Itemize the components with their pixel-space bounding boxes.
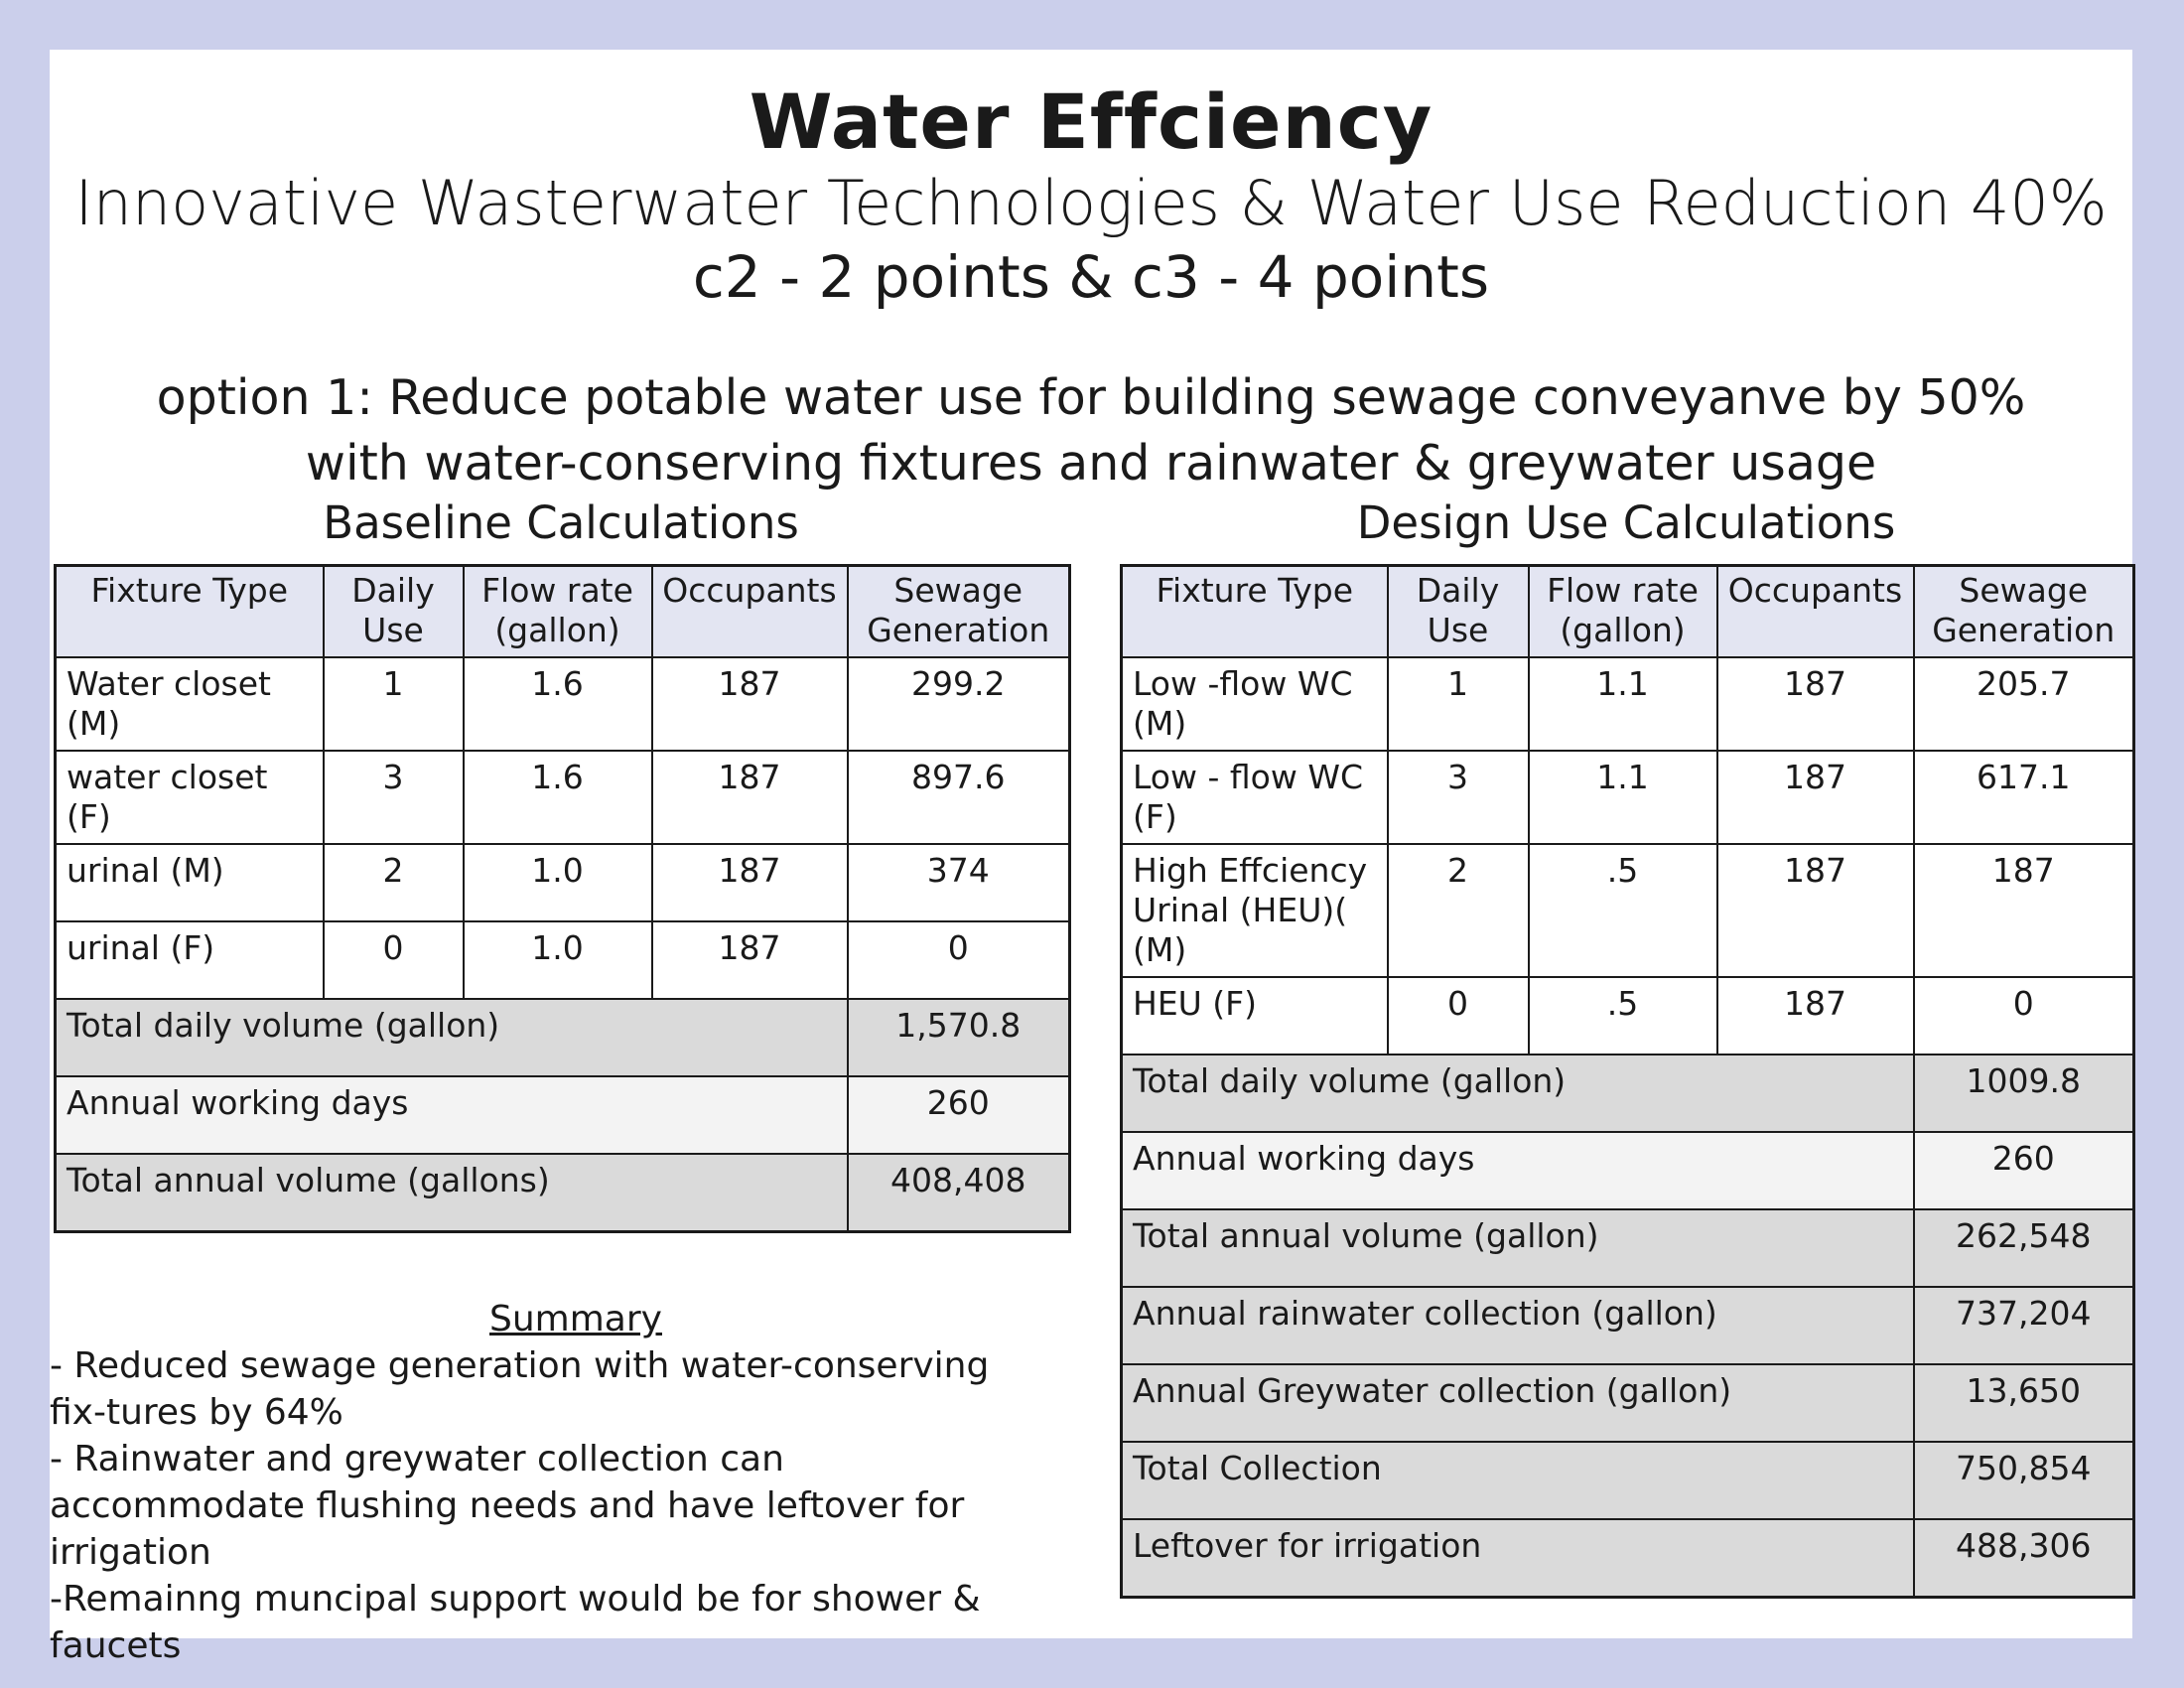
total-label: Annual working days (56, 1076, 848, 1154)
value-cell: 187 (652, 751, 848, 844)
fixture-type-cell: Low - flow WC (F) (1122, 751, 1388, 844)
table-row (1122, 844, 2134, 977)
summary-item: -Remainng muncipal support would be for shower & faucets (50, 1579, 981, 1666)
value-cell: 205.7 (1914, 657, 2134, 751)
design-title: Design Use Calculations (1356, 496, 1896, 549)
total-label: Total daily volume (gallon) (1122, 1055, 1914, 1132)
value-cell: 617.1 (1914, 751, 2134, 844)
value-cell: 1.6 (464, 751, 652, 844)
total-label: Annual Greywater collection (gallon) (1122, 1364, 1914, 1442)
table-row (1122, 977, 2134, 1055)
total-row (56, 1076, 1070, 1154)
column-header: Daily Use (324, 566, 464, 658)
table-row (56, 844, 1070, 921)
design-header-row (1122, 566, 2134, 658)
column-header: Fixture Type (1122, 566, 1388, 658)
column-header: Sewage Generation (1914, 566, 2134, 658)
value-cell: 0 (324, 921, 464, 999)
total-label: Annual rainwater collection (gallon) (1122, 1287, 1914, 1364)
column-header: Flow rate (gallon) (464, 566, 652, 658)
poster-page (50, 50, 2132, 1666)
total-row (1122, 1132, 2134, 1209)
value-cell: 3 (324, 751, 464, 844)
value-cell: 1.1 (1529, 657, 1717, 751)
total-value: 408,408 (848, 1154, 1070, 1232)
column-header: Daily Use (1388, 566, 1529, 658)
value-cell: 187 (1717, 751, 1914, 844)
fixture-type-cell: urinal (M) (56, 844, 324, 921)
value-cell: .5 (1529, 977, 1717, 1055)
total-label: Total annual volume (gallons) (56, 1154, 848, 1232)
value-cell: 3 (1388, 751, 1529, 844)
value-cell: 374 (848, 844, 1070, 921)
total-value: 1009.8 (1914, 1055, 2134, 1132)
value-cell: 1.0 (464, 844, 652, 921)
value-cell: 187 (652, 844, 848, 921)
total-label: Total annual volume (gallon) (1122, 1209, 1914, 1287)
value-cell: 2 (324, 844, 464, 921)
total-row (56, 1154, 1070, 1232)
column-header: Sewage Generation (848, 566, 1070, 658)
fixture-type-cell: Water closet (M) (56, 657, 324, 751)
fixture-type-cell: Low -flow WC (M) (1122, 657, 1388, 751)
baseline-title: Baseline Calculations (323, 496, 799, 549)
option-line-1: option 1: Reduce potable water use for building sewage conveyanve by 50% (156, 369, 2026, 426)
total-value: 1,570.8 (848, 999, 1070, 1076)
value-cell: 1 (324, 657, 464, 751)
value-cell: 187 (652, 657, 848, 751)
summary-item: - Reduced sewage generation with water-conserving fix-tures by 64% (50, 1345, 990, 1433)
total-value: 13,650 (1914, 1364, 2134, 1442)
option-line-2: with water-conserving fixtures and rainwater & greywater usage (305, 435, 1877, 492)
total-value: 262,548 (1914, 1209, 2134, 1287)
fixture-type-cell: urinal (F) (56, 921, 324, 999)
value-cell: 1.0 (464, 921, 652, 999)
column-header: Fixture Type (56, 566, 324, 658)
value-cell: 187 (1717, 977, 1914, 1055)
table-row (1122, 657, 2134, 751)
value-cell: 0 (1914, 977, 2134, 1055)
page-title: Water Effciency (749, 77, 1433, 166)
total-value: 260 (1914, 1132, 2134, 1209)
total-value: 737,204 (1914, 1287, 2134, 1364)
total-value: 750,854 (1914, 1442, 2134, 1519)
page-subtitle: Innovative Wasterwater Technologies & Water Use Reduction 40% (74, 167, 2108, 239)
total-row (1122, 1364, 2134, 1442)
value-cell: 299.2 (848, 657, 1070, 751)
total-row (56, 999, 1070, 1076)
value-cell: 0 (1388, 977, 1529, 1055)
baseline-header-row (56, 566, 1070, 658)
summary-title: Summary (489, 1299, 662, 1339)
table-row (1122, 751, 2134, 844)
total-row (1122, 1519, 2134, 1598)
total-label: Total Collection (1122, 1442, 1914, 1519)
value-cell: 1.1 (1529, 751, 1717, 844)
design-table (1120, 564, 2135, 1599)
value-cell: .5 (1529, 844, 1717, 977)
total-row (1122, 1442, 2134, 1519)
value-cell: 187 (1717, 844, 1914, 977)
value-cell: 897.6 (848, 751, 1070, 844)
column-header: Occupants (1717, 566, 1914, 658)
option-description (50, 365, 2132, 496)
total-label: Annual working days (1122, 1132, 1914, 1209)
total-label: Total daily volume (gallon) (56, 999, 848, 1076)
total-row (1122, 1055, 2134, 1132)
fixture-type-cell: High Effciency Urinal (HEU)( (M) (1122, 844, 1388, 977)
table-row (56, 751, 1070, 844)
value-cell: 187 (652, 921, 848, 999)
column-header: Occupants (652, 566, 848, 658)
value-cell: 2 (1388, 844, 1529, 977)
total-value: 488,306 (1914, 1519, 2134, 1598)
value-cell: 1.6 (464, 657, 652, 751)
total-value: 260 (848, 1076, 1070, 1154)
value-cell: 0 (848, 921, 1070, 999)
table-row (56, 657, 1070, 751)
baseline-table (54, 564, 1071, 1233)
fixture-type-cell: water closet (F) (56, 751, 324, 844)
fixture-type-cell: HEU (F) (1122, 977, 1388, 1055)
total-label: Leftover for irrigation (1122, 1519, 1914, 1598)
total-row (1122, 1287, 2134, 1364)
value-cell: 187 (1717, 657, 1914, 751)
value-cell: 1 (1388, 657, 1529, 751)
value-cell: 187 (1914, 844, 2134, 977)
column-header: Flow rate (gallon) (1529, 566, 1717, 658)
points-line: c2 - 2 points & c3 - 4 points (692, 243, 1490, 311)
table-row (56, 921, 1070, 999)
summary-box (50, 1296, 1042, 1669)
total-row (1122, 1209, 2134, 1287)
summary-item: - Rainwater and greywater collection can accommodate flushing needs and have leftover for irrigation (50, 1439, 965, 1573)
